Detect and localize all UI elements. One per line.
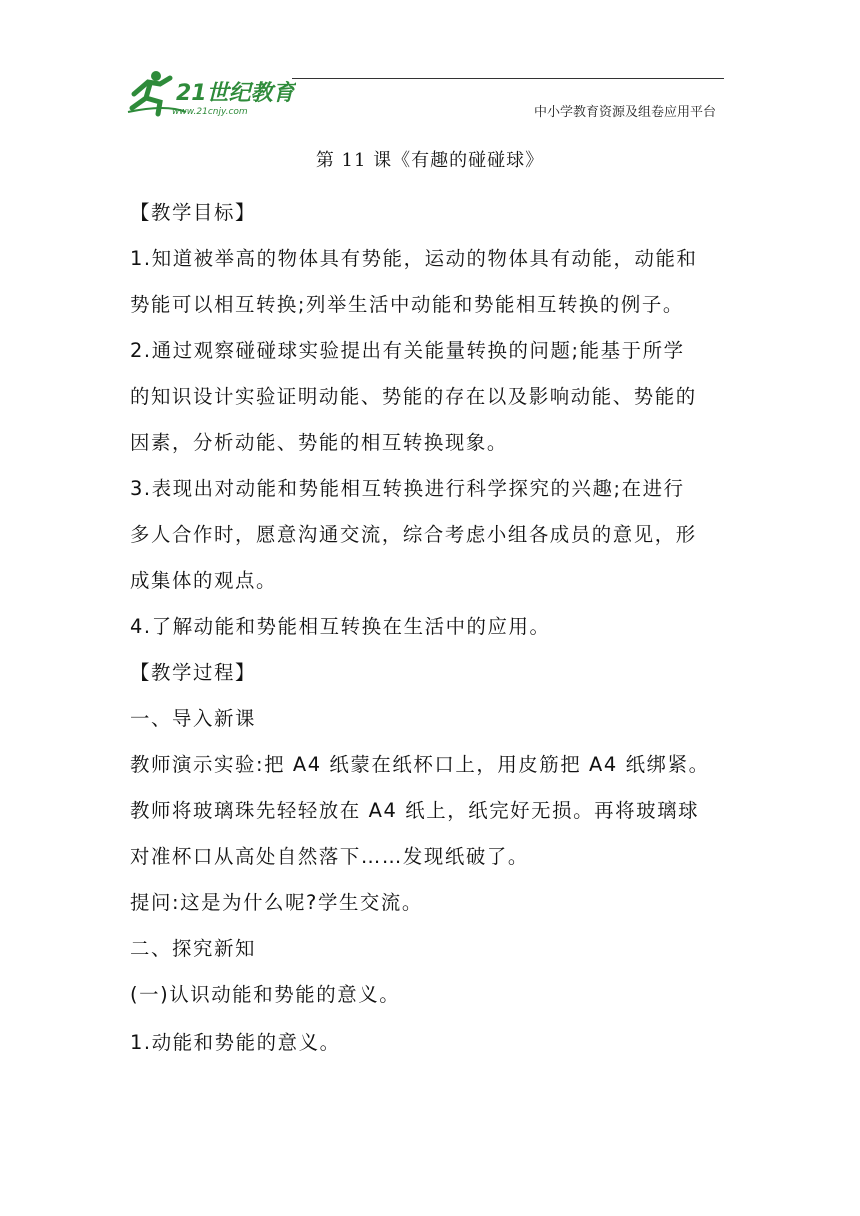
page-header bbox=[0, 0, 860, 125]
text-line: 多人合作时，愿意沟通交流，综合考虑小组各成员的意见，形 bbox=[130, 523, 697, 546]
section-heading-objectives: 【教学目标】 bbox=[130, 201, 256, 224]
svg-text:21世纪教育: 21世纪教育 bbox=[176, 81, 295, 106]
text-line: 4.了解动能和势能相互转换在生活中的应用。 bbox=[130, 615, 551, 638]
text-line: 1.知道被举高的物体具有势能，运动的物体具有动能，动能和 bbox=[130, 247, 698, 270]
page-title: 第 11 课《有趣的碰碰球》 bbox=[315, 150, 545, 171]
text-line: 对准杯口从高处自然落下……发现纸破了。 bbox=[130, 845, 529, 868]
document-body bbox=[130, 190, 732, 1066]
text-line: 教师演示实验:把 A4 纸蒙在纸杯口上，用皮筋把 A4 纸绑紧。 bbox=[130, 753, 710, 776]
text-line: 提问:这是为什么呢?学生交流。 bbox=[130, 891, 423, 914]
subheading-intro: 一、导入新课 bbox=[130, 707, 256, 730]
text-line: 成集体的观点。 bbox=[130, 569, 277, 592]
text-line: 3.表现出对动能和势能相互转换进行科学探究的兴趣;在进行 bbox=[130, 477, 685, 500]
subheading-explore: 二、探究新知 bbox=[130, 937, 256, 960]
text-line: (一)认识动能和势能的意义。 bbox=[130, 983, 401, 1006]
logo bbox=[126, 68, 296, 118]
runner-logo-icon bbox=[126, 68, 296, 118]
platform-caption: 中小学教育资源及组卷应用平台 bbox=[533, 105, 716, 120]
text-line: 教师将玻璃珠先轻轻放在 A4 纸上，纸完好无损。再将玻璃球 bbox=[130, 799, 700, 822]
text-line: 因素，分析动能、势能的相互转换现象。 bbox=[130, 431, 508, 454]
text-line: 势能可以相互转换;列举生活中动能和势能相互转换的例子。 bbox=[130, 293, 684, 316]
header-rule bbox=[292, 78, 724, 79]
text-line: 1.动能和势能的意义。 bbox=[130, 1031, 341, 1054]
text-line: 2.通过观察碰碰球实验提出有关能量转换的问题;能基于所学 bbox=[130, 339, 685, 362]
svg-text:www.21cnjy.com: www.21cnjy.com bbox=[172, 107, 248, 117]
text-line: 的知识设计实验证明动能、势能的存在以及影响动能、势能的 bbox=[130, 385, 697, 408]
section-heading-process: 【教学过程】 bbox=[130, 661, 256, 684]
